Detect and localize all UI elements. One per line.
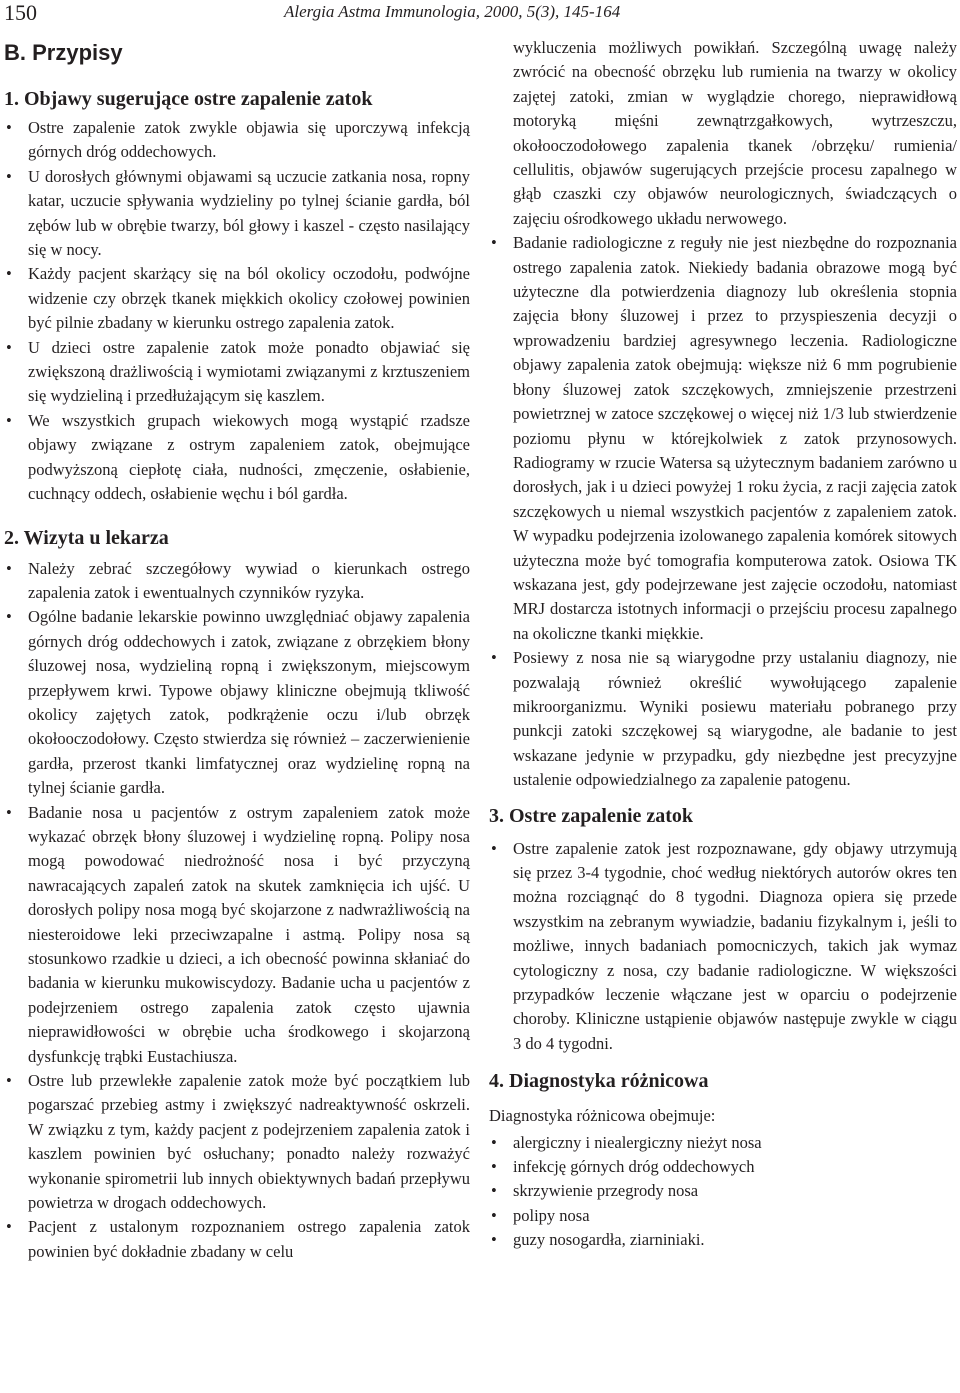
doctor-visit-list [4, 557, 470, 1265]
list-item-continuation: wykluczenia możliwych powikłań. Szczególną uwagę należy zwrócić na obecność obrzęku lub rumienia na twarzy w okolicy zajętej zatoki, zmian w wyglądzie chorego, nieprawidłową motoryką mięśni zewnątrzgałkowych, wytrzeszczu, okołooczodołowego zapalenia tkanek /obrzęku/ rumienia/ cellulitis, objawów sugerujących przejście procesu zapalnego w głąb czaszki czy objawów neurologicznych, świadczących o zajęciu ośrodkowego układu nerwowego. [513, 38, 957, 228]
left-column [4, 36, 470, 1264]
list-item: • Badanie radiologiczne z reguły nie jest niezbędne do rozpoznania ostrego zapalenia zatok. Niekiedy badania obrazowe mogą być użyteczne dla potwierdzenia diagnozy lub określenia stopnia zajęcia błony śluzowej i przez to przyspieszenia decyzji o wprowadzeniu bardziej agresywnego leczenia. Radiologiczne objawy zapalenia zatok obejmują: większe niż 6 mm pogrubienie błony śluzowej zatok szczękowych, zmniejszenie przestrzeni powietrznej w zatoce szczękowej o więcej niż 1/3 lub stwierdzenie poziomu płynu w którejkolwiek z zatok przynosowych. Radiogramy w rzucie Watersa są użytecznym badaniem zarówno u dorosłych, jak i u dzieci powyżej 1 roku życia, z racji zajęcia zatok szczękowych u niemal wszystkich pacjentów z zapaleniem zatok. W wypadku podejrzenia izolowanego zapalenia komórek sitowych użyteczna może być tomografia komputerowa zatok. Osiowa TK wskazana jest, gdy podejrzewane jest zajęcie oczodołu, natomiast MRJ dostarcza istotnych informacji o przejściu procesu zapalnego na okoliczne tkanki miękkie. [489, 231, 957, 646]
list-item: • infekcję górnych dróg oddechowych [489, 1155, 957, 1179]
heading-differential-diagnosis: 4. Diagnostyka różnicowa [489, 1070, 709, 1093]
list-item: • Pacjent z ustalonym rozpoznaniem ostrego zapalenia zatok powinien być dokładnie zbadany w celu [4, 1215, 470, 1264]
list-item: • We wszystkich grupach wiekowych mogą wystąpić rzadsze objawy związane z ostrym zapaleniem zatok, obejmujące podwyższoną ciepłotę ciała, nudności, zmęczenie, osłabienie, cuchnący oddech, osłabienie węchu i ból gardła. [4, 409, 470, 507]
symptoms-list [4, 116, 470, 507]
list-item: • Ostre zapalenie zatok jest rozpoznawane, gdy objawy utrzymują się przez 3-4 tygodnie, choć według niektórych autorów okres ten można rozciągnąć do 8 tygodni. Diagnoza opiera się przede wszystkim na zebranym wywiadzie, badaniu fizykalnym i, jeśli to możliwe, innych badaniach pomocniczych, takich jak wymaz cytologiczny z nosa, czy badanie radiologiczne. W większości przypadków leczenie włączane jest w oparciu o podejrzenie choroby. Kliniczne ustąpienie objawów następuje zwykle w ciągu 3 do 4 tygodni. [489, 837, 957, 1057]
list-item: • skrzywienie przegrody nosa [489, 1179, 957, 1203]
acute-sinusitis-list [489, 837, 957, 1057]
right-column [489, 36, 957, 1253]
doctor-visit-list-continued [489, 231, 957, 792]
list-item: • Ogólne badanie lekarskie powinno uwzględniać objawy zapalenia górnych dróg oddechowych i zatok, związane z obrzękiem błony śluzowej nosa, wydzieliną ropną i zwiększonym, miejscowym przepływem krwi. Typowe objawy kliniczne obejmują tkliwość okolicy zajętych zatok, podkrążenie oczu i/lub obrzęk okołooczodołowy. Często stwierdza się również – zaczerwienienie gardła, przerost tkanki limfatycznej oraz wydzielinę ropną na tylnej ścianie gardła. [4, 605, 470, 800]
list-item: • Badanie nosa u pacjentów z ostrym zapaleniem zatok może wykazać obrzęk błony śluzowej i wydzielinę ropną. Polipy nosa mogą powodować niedrożność nosa i być przyczyną nawracających zapaleń zatok na skutek zamknięcia ich ujść. U dorosłych polipy nosa mogą być skojarzone z nadwrażliwością na niesteroidowe leki przeciwzapalne i astmą. Polipy nosa są stosunkowo rzadkie u dzieci, a ich obecność powinna skłaniać do badania w kierunku mukowiscydozy. Badanie ucha u pacjentów z podejrzeniem ostrego zapalenia zatok często ujawnia nieprawidłowości w obrębie ucha środkowego i skojarzoną dysfunkcję trąbki Eustachiusza. [4, 801, 470, 1069]
list-item: • Każdy pacjent skarżący się na ból okolicy oczodołu, podwójne widzenie czy obrzęk tkanek miękkich okolicy czołowej powinien być pilnie zbadany w kierunku ostrego zapalenia zatok. [4, 262, 470, 335]
heading-doctor-visit: 2. Wizyta u lekarza [4, 526, 169, 549]
list-item: • alergiczny i niealergiczny nieżyt nosa [489, 1131, 957, 1155]
journal-citation: Alergia Astma Immunologia, 2000, 5(3), 145-164 [284, 2, 621, 21]
list-item: • Należy zebrać szczegółowy wywiad o kierunkach ostrego zapalenia zatok i ewentualnych czynników ryzyka. [4, 557, 470, 606]
heading-acute-sinusitis: 3. Ostre zapalenie zatok [489, 804, 694, 827]
list-item: • guzy nosogardła, ziarniniaki. [489, 1228, 957, 1252]
page-number: 150 [4, 0, 37, 25]
list-item: • U dorosłych głównymi objawami są uczucie zatkania nosa, ropny katar, uczucie spływania wydzieliny po tylnej ścianie gardła, ból zębów lub w obrębie twarzy, ból głowy i kaszel - często nasilający się w nocy. [4, 165, 470, 263]
list-item: • Posiewy z nosa nie są wiarygodne przy ustalaniu diagnozy, nie pozwalają również określić wywołującego zapalenie mikroorganizmu. Wyniki posiewu materiału pobranego przy punkcji zatoki szczękowej są wiarygodne, ale badanie to jest wskazane jedynie w przypadku, gdy niezbędne jest precyzyjne ustalenie odpowiedzialnego za zapalenie patogenu. [489, 646, 957, 792]
differential-intro: Diagnostyka różnicowa obejmuje: [489, 1106, 716, 1126]
list-item: • Ostre lub przewlekłe zapalenie zatok może być początkiem lub pogarszać przebieg astmy i zwiększyć nadreaktywność oskrzeli. W związku z tym, każdy pacjent z podejrzeniem zapalenia zatok i kaszlem powinien być osłuchany; ponadto należy rozważyć wykonanie spirometrii lub innych obiektywnych badań przepływu powietrza w drogach oddechowych. [4, 1069, 470, 1215]
list-item: • Ostre zapalenie zatok zwykle objawia się uporczywą infekcją górnych dróg oddechowych. [4, 116, 470, 165]
page-header [0, 0, 960, 28]
differential-list [489, 1131, 957, 1253]
list-item: • polipy nosa [489, 1204, 957, 1228]
list-item: • U dzieci ostre zapalenie zatok może ponadto objawiać się zwiększoną drażliwością i wymiotami związanymi z krztuszeniem się wydzieliną i przedłużającym się kaszlem. [4, 336, 470, 409]
section-title: B. Przypisy [4, 40, 123, 65]
heading-symptoms: 1. Objawy sugerujące ostre zapalenie zatok [4, 88, 373, 110]
